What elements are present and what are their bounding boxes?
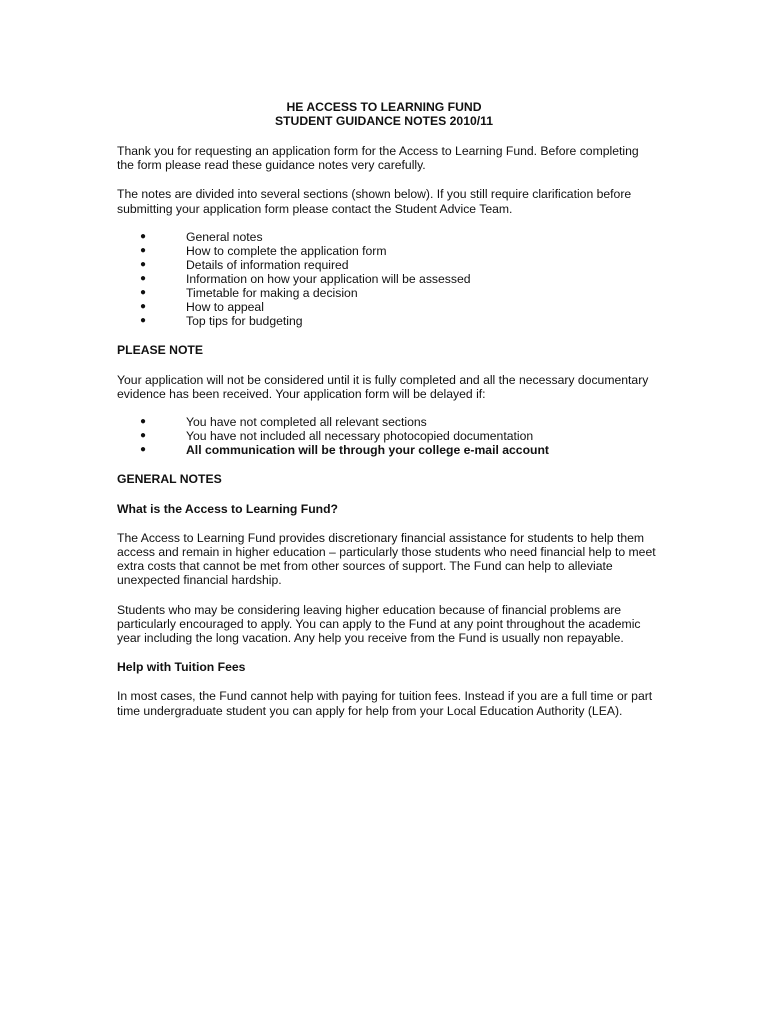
bullet-icon: ● bbox=[140, 444, 147, 456]
list-item bbox=[117, 415, 657, 429]
bullet-icon: ● bbox=[140, 273, 147, 285]
list-item bbox=[117, 300, 657, 314]
list-item bbox=[117, 230, 657, 244]
tuition-fees-paragraph: In most cases, the Fund cannot help with paying for tuition fees. Instead if you are a full time or part time undergraduate student you can apply for help from your Local Education Authority (LEA). bbox=[117, 689, 653, 718]
document-title-line2: STUDENT GUIDANCE NOTES 2010/11 bbox=[274, 114, 494, 128]
document-page bbox=[117, 100, 657, 718]
list-item bbox=[117, 244, 657, 258]
list-item bbox=[117, 314, 657, 328]
bullet-icon: ● bbox=[140, 301, 147, 313]
list-item-text: All communication will be through your college e-mail account bbox=[186, 443, 549, 458]
list-item bbox=[117, 429, 657, 443]
tuition-fees-heading: Help with Tuition Fees bbox=[117, 660, 246, 675]
sections-list bbox=[117, 230, 657, 329]
list-item-text: How to appeal bbox=[186, 300, 264, 315]
bullet-icon: ● bbox=[140, 230, 147, 242]
please-note-heading: PLEASE NOTE bbox=[117, 343, 204, 358]
list-item-text: Top tips for budgeting bbox=[186, 314, 303, 329]
list-item bbox=[117, 286, 657, 300]
list-item-text: How to complete the application form bbox=[186, 243, 387, 258]
bullet-icon: ● bbox=[140, 287, 147, 299]
title-block bbox=[154, 100, 614, 128]
document-title-line1: HE ACCESS TO LEARNING FUND bbox=[286, 100, 482, 114]
list-item bbox=[117, 258, 657, 272]
bullet-icon: ● bbox=[140, 259, 147, 270]
what-is-paragraph-2: Students who may be considering leaving higher education because of financial problems are particularly encouraged to apply. You can apply to the Fund at any point throughout the academic year including the long vacation. Any help you receive from the Fund is usually non repayable. bbox=[117, 602, 641, 645]
bullet-icon: ● bbox=[140, 244, 147, 256]
what-is-heading: What is the Access to Learning Fund? bbox=[117, 501, 338, 516]
list-item-text: General notes bbox=[186, 229, 263, 244]
list-item bbox=[117, 443, 657, 457]
intro-paragraph-1: Thank you for requesting an application form for the Access to Learning Fund. Before completing the form please read these guidance notes very carefully. bbox=[117, 144, 639, 173]
what-is-paragraph-1: The Access to Learning Fund provides discretionary financial assistance for students to help them access and remain in higher education – particularly those students who need financial help to meet extra costs that cannot be met from other sources of support. The Fund can help to alleviate unexpected financial hardship. bbox=[117, 530, 656, 588]
bullet-icon: ● bbox=[140, 315, 147, 327]
general-notes-heading: GENERAL NOTES bbox=[117, 472, 222, 487]
list-item-text: Information on how your application will be assessed bbox=[186, 272, 471, 287]
list-item-text: You have not included all necessary photocopied documentation bbox=[186, 429, 534, 444]
list-item-text: Timetable for making a decision bbox=[186, 286, 358, 301]
delay-reasons-list bbox=[117, 415, 657, 457]
intro-paragraph-2: The notes are divided into several sections (shown below). If you still require clarification before submitting your application form please contact the Student Advice Team. bbox=[117, 187, 632, 216]
list-item bbox=[117, 272, 657, 286]
bullet-icon: ● bbox=[140, 416, 147, 428]
please-note-paragraph: Your application will not be considered until it is fully completed and all the necessary documentary evidence has been received. Your application form will be delayed if: bbox=[117, 372, 649, 401]
list-item-text: You have not completed all relevant sections bbox=[186, 415, 427, 430]
list-item-text: Details of information required bbox=[186, 258, 349, 272]
bullet-icon: ● bbox=[140, 430, 147, 442]
